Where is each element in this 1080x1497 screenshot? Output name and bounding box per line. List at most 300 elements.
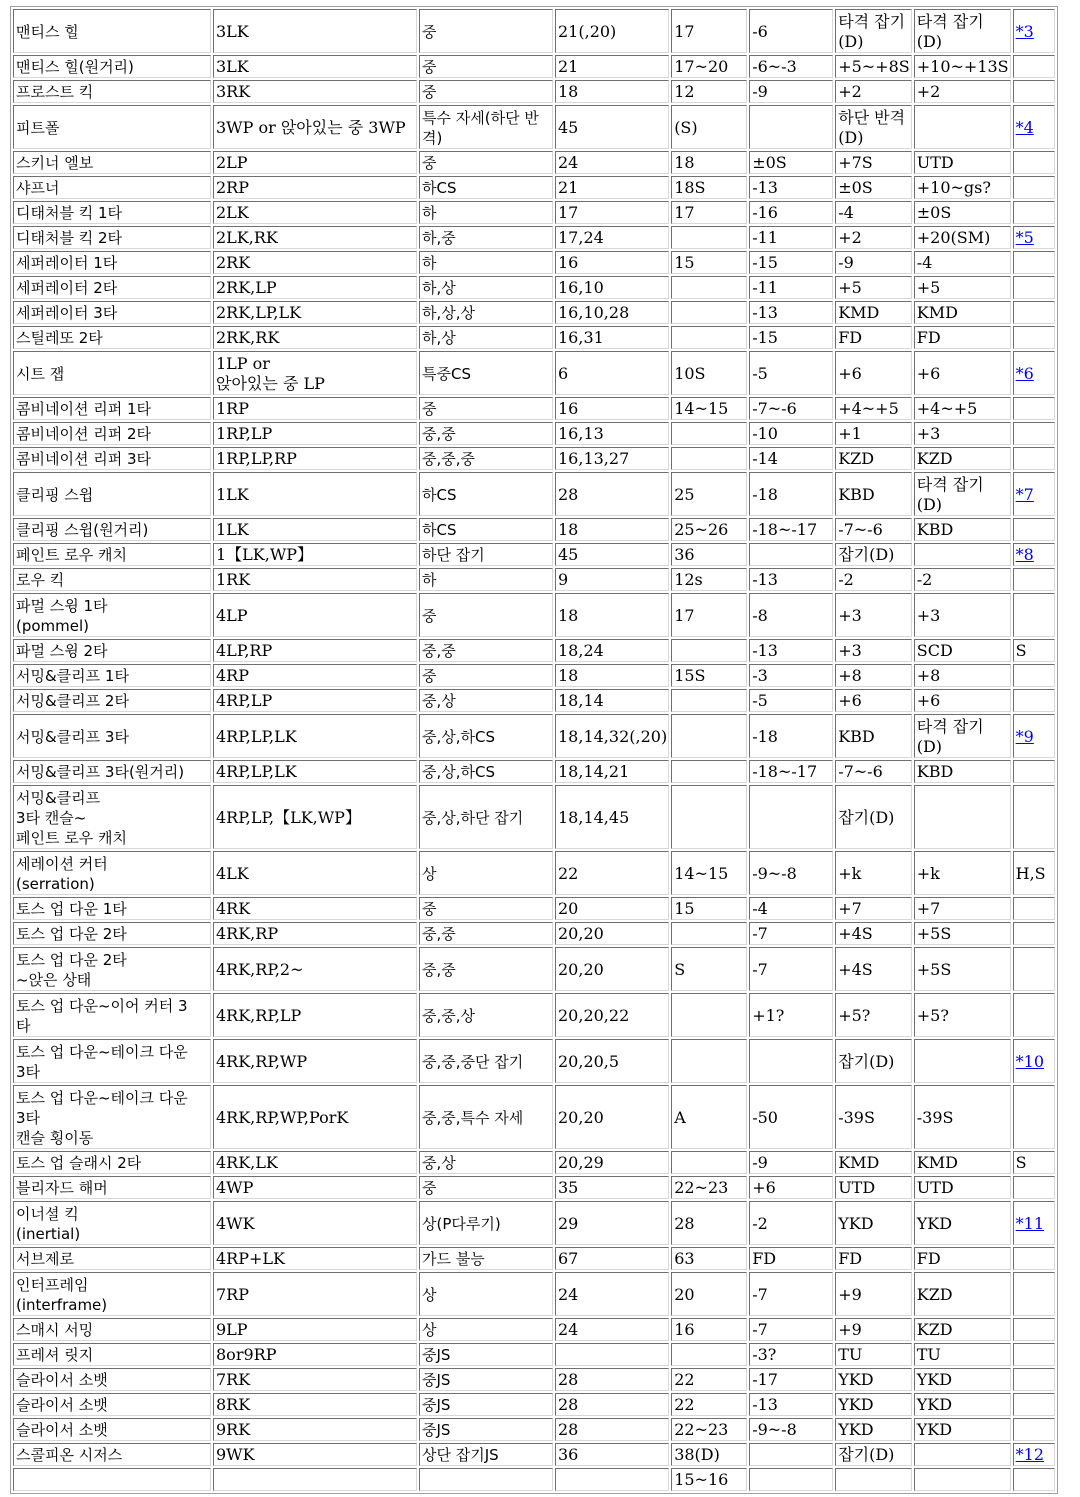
block-frame-text: -18~-17 bbox=[752, 762, 818, 781]
counter-frame-cell bbox=[914, 593, 1011, 637]
counter-frame-cell bbox=[914, 760, 1011, 783]
hit-frame-cell bbox=[835, 543, 912, 566]
damage-text: 18 bbox=[558, 520, 579, 539]
counter-frame-cell bbox=[914, 301, 1011, 324]
damage-cell bbox=[555, 568, 669, 591]
hit-level-text: 중 bbox=[422, 900, 437, 918]
move-name-text: 프레셔 릿지 bbox=[16, 1346, 94, 1364]
hit-level-text: 중,중,상 bbox=[422, 1006, 476, 1025]
hit-level-text: 중,상 bbox=[422, 692, 456, 710]
command-cell bbox=[213, 447, 417, 470]
damage-text: 18,14,21 bbox=[558, 762, 630, 781]
hit-frame-cell bbox=[835, 1039, 912, 1083]
damage-cell bbox=[555, 1468, 669, 1491]
command-text: 4WK bbox=[216, 1213, 255, 1233]
counter-frame-cell bbox=[914, 714, 1011, 758]
hit-level-text: 하CS bbox=[422, 179, 457, 197]
move-name-cell bbox=[13, 664, 211, 687]
command-cell bbox=[213, 1418, 417, 1441]
counter-frame-text: KBD bbox=[916, 520, 954, 539]
startup-text: 16 bbox=[674, 1320, 695, 1339]
footnote-link[interactable]: *3 bbox=[1015, 21, 1034, 41]
move-name-cell bbox=[13, 689, 211, 712]
damage-text: 16,31 bbox=[558, 328, 604, 347]
footnote-link[interactable]: *11 bbox=[1015, 1213, 1044, 1233]
damage-text: 18,14,45 bbox=[558, 807, 630, 827]
startup-cell bbox=[671, 1039, 747, 1083]
counter-frame-cell bbox=[914, 105, 1011, 149]
hit-frame-text: KMD bbox=[838, 1153, 880, 1172]
note-cell bbox=[1013, 993, 1055, 1037]
counter-frame-cell bbox=[914, 1039, 1011, 1083]
counter-frame-cell bbox=[914, 1418, 1011, 1441]
hit-frame-cell bbox=[835, 176, 912, 199]
command-text: 2RK bbox=[216, 253, 251, 272]
hit-level-text: 중,중,중 bbox=[422, 450, 476, 468]
damage-text: 16,10 bbox=[558, 278, 604, 297]
hit-level-text: 중 bbox=[422, 83, 437, 101]
hit-level-text: 중,중 bbox=[422, 642, 456, 660]
counter-frame-cell bbox=[914, 1201, 1011, 1245]
command-text: 1【LK,WP】 bbox=[216, 545, 314, 564]
damage-cell bbox=[555, 105, 669, 149]
block-frame-text: +6 bbox=[752, 1178, 776, 1197]
damage-text: 17 bbox=[558, 203, 579, 222]
startup-text: 18S bbox=[674, 178, 706, 197]
move-name-text: 토스 업 다운~이어 커터 3 타 bbox=[16, 996, 188, 1035]
move-name-cell bbox=[13, 785, 211, 849]
counter-frame-cell bbox=[914, 201, 1011, 224]
command-cell bbox=[213, 785, 417, 849]
damage-text: 29 bbox=[558, 1213, 579, 1233]
command-text: 4LP,RP bbox=[216, 641, 273, 660]
note-cell bbox=[1013, 1443, 1055, 1466]
hit-frame-cell bbox=[835, 201, 912, 224]
table-row bbox=[13, 1201, 1055, 1245]
footnote-link[interactable]: *12 bbox=[1015, 1445, 1044, 1464]
block-frame-text: -4 bbox=[752, 899, 768, 918]
move-name-text: 토스 업 다운~테이크 다운 3타 bbox=[16, 1042, 188, 1081]
table-row bbox=[13, 301, 1055, 324]
damage-text: 20,29 bbox=[558, 1153, 604, 1172]
move-name-text: 로우 킥 bbox=[16, 571, 65, 589]
startup-text: 18 bbox=[674, 153, 695, 172]
note-cell bbox=[1013, 760, 1055, 783]
counter-frame-text: KZD bbox=[916, 1320, 953, 1339]
note-text: H,S bbox=[1015, 863, 1046, 883]
startup-cell bbox=[671, 1368, 747, 1391]
hit-frame-cell bbox=[835, 1318, 912, 1341]
footnote-link[interactable]: *6 bbox=[1015, 363, 1034, 383]
command-text: 4RK,LK bbox=[216, 1153, 278, 1172]
move-name-text: 샤프너 bbox=[16, 179, 60, 197]
hit-level-text: 중 bbox=[422, 606, 437, 625]
command-cell bbox=[213, 1393, 417, 1416]
command-text: 8RK bbox=[216, 1395, 251, 1414]
damage-cell bbox=[555, 1039, 669, 1083]
hit-frame-text: +3 bbox=[838, 605, 862, 625]
hit-level-text: 상 bbox=[422, 1285, 437, 1304]
damage-cell bbox=[555, 1343, 669, 1366]
command-text: 4RP,LP bbox=[216, 691, 273, 710]
startup-text: 22~23 bbox=[674, 1178, 729, 1197]
block-frame-cell bbox=[749, 714, 833, 758]
damage-text: 28 bbox=[558, 484, 579, 504]
hit-level-cell bbox=[419, 1443, 553, 1466]
block-frame-text: -15 bbox=[752, 253, 778, 272]
hit-level-text: 하CS bbox=[422, 521, 457, 539]
move-name-text: 슬라이서 소뱃 bbox=[16, 1371, 108, 1389]
move-name-cell bbox=[13, 1039, 211, 1083]
command-cell bbox=[213, 55, 417, 78]
note-cell bbox=[1013, 1247, 1055, 1270]
counter-frame-text: YKD bbox=[916, 1420, 953, 1439]
counter-frame-cell bbox=[914, 639, 1011, 662]
counter-frame-cell bbox=[914, 1151, 1011, 1174]
command-text: 9WK bbox=[216, 1445, 255, 1464]
footnote-link[interactable]: *10 bbox=[1015, 1051, 1044, 1071]
block-frame-text: -3? bbox=[752, 1345, 777, 1364]
startup-text: 22~23 bbox=[674, 1420, 729, 1439]
damage-text: 20,20,5 bbox=[558, 1051, 620, 1071]
block-frame-text: -50 bbox=[752, 1107, 778, 1127]
hit-frame-text: +4~+5 bbox=[838, 399, 899, 418]
hit-frame-text: +9 bbox=[838, 1284, 862, 1304]
command-text: 1LK bbox=[216, 484, 249, 504]
move-name-text: 토스 업 다운 2타 ~앉은 상태 bbox=[16, 950, 127, 989]
counter-frame-cell bbox=[914, 326, 1011, 349]
startup-cell bbox=[671, 1176, 747, 1199]
hit-level-text: 중 bbox=[422, 154, 437, 172]
counter-frame-cell bbox=[914, 1443, 1011, 1466]
move-name-cell bbox=[13, 922, 211, 945]
startup-cell bbox=[671, 422, 747, 445]
note-cell bbox=[1013, 447, 1055, 470]
counter-frame-text: FD bbox=[916, 328, 941, 347]
hit-level-text: 하,중 bbox=[422, 229, 456, 247]
hit-level-text: 중JS bbox=[422, 1346, 451, 1364]
startup-text: 14~15 bbox=[674, 863, 729, 883]
damage-text: 18 bbox=[558, 605, 579, 625]
footnote-link[interactable]: *4 bbox=[1015, 117, 1034, 137]
table-row bbox=[13, 1085, 1055, 1149]
startup-text: 15 bbox=[674, 253, 695, 272]
block-frame-cell bbox=[749, 1151, 833, 1174]
hit-level-text: 중,상 bbox=[422, 1154, 456, 1172]
damage-cell bbox=[555, 593, 669, 637]
command-text: 4WP bbox=[216, 1178, 254, 1197]
note-cell bbox=[1013, 9, 1055, 53]
counter-frame-cell bbox=[914, 518, 1011, 541]
startup-text: 63 bbox=[674, 1249, 695, 1268]
hit-level-cell bbox=[419, 543, 553, 566]
block-frame-cell bbox=[749, 9, 833, 53]
move-name-cell bbox=[13, 1085, 211, 1149]
table-row bbox=[13, 785, 1055, 849]
hit-frame-cell bbox=[835, 397, 912, 420]
counter-frame-text: ±0S bbox=[916, 203, 952, 222]
command-cell bbox=[213, 543, 417, 566]
hit-frame-cell bbox=[835, 9, 912, 53]
damage-cell bbox=[555, 472, 669, 516]
command-text: 4RP,LP,LK bbox=[216, 726, 297, 746]
hit-level-cell bbox=[419, 151, 553, 174]
command-cell bbox=[213, 351, 417, 395]
move-name-text: 클리핑 스윕(원거리) bbox=[16, 521, 149, 539]
startup-cell bbox=[671, 851, 747, 895]
move-name-cell bbox=[13, 1418, 211, 1441]
damage-cell bbox=[555, 9, 669, 53]
command-text: 2LK,RK bbox=[216, 228, 278, 247]
hit-level-cell bbox=[419, 1272, 553, 1316]
move-name-text: 클리핑 스윕 bbox=[16, 485, 94, 504]
counter-frame-text: +8 bbox=[916, 666, 941, 685]
block-frame-cell bbox=[749, 922, 833, 945]
damage-cell bbox=[555, 1151, 669, 1174]
hit-frame-cell bbox=[835, 1468, 912, 1491]
move-name-cell bbox=[13, 472, 211, 516]
damage-cell bbox=[555, 251, 669, 274]
block-frame-cell bbox=[749, 1272, 833, 1316]
footnote-link[interactable]: *8 bbox=[1015, 545, 1034, 564]
hit-frame-cell bbox=[835, 1085, 912, 1149]
table-row bbox=[13, 689, 1055, 712]
move-name-cell bbox=[13, 593, 211, 637]
block-frame-text: -11 bbox=[752, 228, 778, 247]
damage-text: 35 bbox=[558, 1178, 579, 1197]
counter-frame-cell bbox=[914, 568, 1011, 591]
counter-frame-text: +5S bbox=[916, 924, 952, 943]
block-frame-text: -11 bbox=[752, 278, 778, 297]
note-cell bbox=[1013, 639, 1055, 662]
counter-frame-text: -2 bbox=[916, 570, 933, 589]
command-cell bbox=[213, 1085, 417, 1149]
block-frame-cell bbox=[749, 105, 833, 149]
command-cell bbox=[213, 151, 417, 174]
block-frame-text: -17 bbox=[752, 1370, 778, 1389]
hit-frame-text: +k bbox=[838, 863, 862, 883]
hit-level-text: 중 bbox=[422, 58, 437, 76]
block-frame-text: -18 bbox=[752, 484, 778, 504]
hit-level-text: 중 bbox=[422, 667, 437, 685]
hit-frame-cell bbox=[835, 422, 912, 445]
hit-level-cell bbox=[419, 1318, 553, 1341]
counter-frame-cell bbox=[914, 55, 1011, 78]
command-text: 1RP,LP,RP bbox=[216, 449, 297, 468]
block-frame-text: -5 bbox=[752, 363, 768, 383]
hit-level-text: 하단 잡기 bbox=[422, 546, 485, 564]
table-row bbox=[13, 276, 1055, 299]
hit-frame-text: FD bbox=[838, 1249, 863, 1268]
damage-cell bbox=[555, 276, 669, 299]
damage-cell bbox=[555, 447, 669, 470]
block-frame-text: -6 bbox=[752, 21, 768, 41]
move-name-cell bbox=[13, 9, 211, 53]
note-cell bbox=[1013, 922, 1055, 945]
hit-frame-cell bbox=[835, 105, 912, 149]
hit-level-cell bbox=[419, 1393, 553, 1416]
hit-frame-text: +5 bbox=[838, 278, 862, 297]
hit-level-cell bbox=[419, 105, 553, 149]
note-cell bbox=[1013, 472, 1055, 516]
move-name-text: 인터프레임 (interframe) bbox=[16, 1275, 108, 1314]
damage-cell bbox=[555, 1176, 669, 1199]
block-frame-text: -7 bbox=[752, 1320, 768, 1339]
footnote-link[interactable]: *9 bbox=[1015, 726, 1034, 746]
table-row bbox=[13, 80, 1055, 103]
note-cell bbox=[1013, 785, 1055, 849]
hit-level-text: 상 bbox=[422, 1321, 437, 1339]
table-row bbox=[13, 55, 1055, 78]
hit-frame-cell bbox=[835, 447, 912, 470]
startup-text: 38(D) bbox=[674, 1445, 720, 1464]
block-frame-cell bbox=[749, 851, 833, 895]
hit-level-text: 중,중 bbox=[422, 925, 456, 943]
hit-frame-text: +4S bbox=[838, 924, 873, 943]
table-row bbox=[13, 1393, 1055, 1416]
damage-text: 21(,20) bbox=[558, 21, 617, 41]
block-frame-text: -7 bbox=[752, 1284, 768, 1304]
move-name-text: 서밍&클리프 1타 bbox=[16, 667, 129, 685]
counter-frame-text: -39S bbox=[916, 1107, 954, 1127]
hit-frame-cell bbox=[835, 593, 912, 637]
command-text: 3LK bbox=[216, 57, 249, 76]
command-text: 9RK bbox=[216, 1420, 251, 1439]
counter-frame-text: UTD bbox=[916, 153, 954, 172]
footnote-link[interactable]: *7 bbox=[1015, 484, 1034, 504]
counter-frame-text: FD bbox=[916, 1249, 941, 1268]
hit-frame-text: +5~+8S bbox=[838, 57, 910, 76]
startup-cell bbox=[671, 1247, 747, 1270]
damage-cell bbox=[555, 397, 669, 420]
counter-frame-cell bbox=[914, 1468, 1011, 1491]
counter-frame-cell bbox=[914, 447, 1011, 470]
table-row bbox=[13, 993, 1055, 1037]
block-frame-cell bbox=[749, 593, 833, 637]
table-row bbox=[13, 922, 1055, 945]
counter-frame-cell bbox=[914, 151, 1011, 174]
startup-cell bbox=[671, 1201, 747, 1245]
counter-frame-text: +10~+13S bbox=[916, 57, 1009, 76]
counter-frame-cell bbox=[914, 9, 1011, 53]
move-name-text: 이너셜 킥 (inertial) bbox=[16, 1204, 81, 1243]
command-cell bbox=[213, 714, 417, 758]
counter-frame-text: SCD bbox=[916, 641, 953, 660]
move-name-cell bbox=[13, 1176, 211, 1199]
startup-cell bbox=[671, 9, 747, 53]
damage-text: 36 bbox=[558, 1445, 579, 1464]
hit-level-text: 특수 자세(하단 반 격) bbox=[422, 108, 539, 147]
hit-level-cell bbox=[419, 447, 553, 470]
note-cell bbox=[1013, 1343, 1055, 1366]
block-frame-cell bbox=[749, 326, 833, 349]
counter-frame-text: KMD bbox=[916, 1153, 958, 1172]
hit-frame-cell bbox=[835, 851, 912, 895]
move-name-text: 서밍&클리프 3타 bbox=[16, 727, 129, 746]
startup-text: 25 bbox=[674, 484, 695, 504]
hit-level-text: 중,상,하단 잡기 bbox=[422, 808, 524, 827]
move-name-cell bbox=[13, 760, 211, 783]
startup-cell bbox=[671, 447, 747, 470]
hit-level-text: 중JS bbox=[422, 1371, 451, 1389]
damage-cell bbox=[555, 714, 669, 758]
damage-text: 21 bbox=[558, 178, 579, 197]
command-cell bbox=[213, 993, 417, 1037]
hit-level-cell bbox=[419, 276, 553, 299]
move-name-text: 스틸레또 2타 bbox=[16, 329, 103, 347]
hit-frame-cell bbox=[835, 472, 912, 516]
startup-cell bbox=[671, 785, 747, 849]
hit-frame-text: 잡기(D) bbox=[838, 807, 895, 827]
footnote-link[interactable]: *5 bbox=[1015, 228, 1034, 247]
hit-level-text: 하,상 bbox=[422, 329, 456, 347]
counter-frame-cell bbox=[914, 226, 1011, 249]
hit-level-text: 중 bbox=[422, 400, 437, 418]
move-name-cell bbox=[13, 301, 211, 324]
move-name-cell bbox=[13, 1151, 211, 1174]
note-text: S bbox=[1015, 641, 1027, 660]
hit-frame-text: +8 bbox=[838, 666, 862, 685]
counter-frame-text: KBD bbox=[916, 762, 954, 781]
counter-frame-cell bbox=[914, 785, 1011, 849]
block-frame-cell bbox=[749, 1085, 833, 1149]
damage-text: 6 bbox=[558, 363, 569, 383]
note-cell bbox=[1013, 105, 1055, 149]
damage-text: 45 bbox=[558, 545, 579, 564]
command-text: 4RK,RP,WP,PorK bbox=[216, 1107, 349, 1127]
hit-frame-cell bbox=[835, 1368, 912, 1391]
block-frame-cell bbox=[749, 1418, 833, 1441]
counter-frame-text: TU bbox=[916, 1345, 941, 1364]
command-cell bbox=[213, 1368, 417, 1391]
startup-cell bbox=[671, 1151, 747, 1174]
block-frame-cell bbox=[749, 201, 833, 224]
command-cell bbox=[213, 326, 417, 349]
table-row bbox=[13, 1343, 1055, 1366]
counter-frame-cell bbox=[914, 397, 1011, 420]
move-name-cell bbox=[13, 447, 211, 470]
hit-level-cell bbox=[419, 1343, 553, 1366]
block-frame-cell bbox=[749, 518, 833, 541]
hit-level-text: 상(P다루기) bbox=[422, 1214, 501, 1233]
command-text: 4RK,RP bbox=[216, 924, 279, 943]
command-cell bbox=[213, 1176, 417, 1199]
startup-cell bbox=[671, 922, 747, 945]
hit-frame-text: +3 bbox=[838, 641, 862, 660]
startup-text: A bbox=[674, 1107, 686, 1127]
table-row bbox=[13, 251, 1055, 274]
hit-level-cell bbox=[419, 176, 553, 199]
hit-level-text: 중,중 bbox=[422, 425, 456, 443]
startup-text: 12s bbox=[674, 570, 703, 589]
hit-frame-text: KBD bbox=[838, 484, 875, 504]
move-name-text: 프로스트 킥 bbox=[16, 83, 94, 101]
block-frame-cell bbox=[749, 689, 833, 712]
note-cell bbox=[1013, 1201, 1055, 1245]
damage-text: 21 bbox=[558, 57, 579, 76]
note-cell bbox=[1013, 251, 1055, 274]
block-frame-cell bbox=[749, 151, 833, 174]
hit-frame-text: +6 bbox=[838, 363, 862, 383]
counter-frame-cell bbox=[914, 922, 1011, 945]
command-text: 1LK bbox=[216, 520, 249, 539]
move-name-cell bbox=[13, 422, 211, 445]
command-cell bbox=[213, 276, 417, 299]
damage-cell bbox=[555, 664, 669, 687]
move-name-text: 맨티스 힐 bbox=[16, 22, 79, 41]
table-row bbox=[13, 664, 1055, 687]
table-row bbox=[13, 1039, 1055, 1083]
